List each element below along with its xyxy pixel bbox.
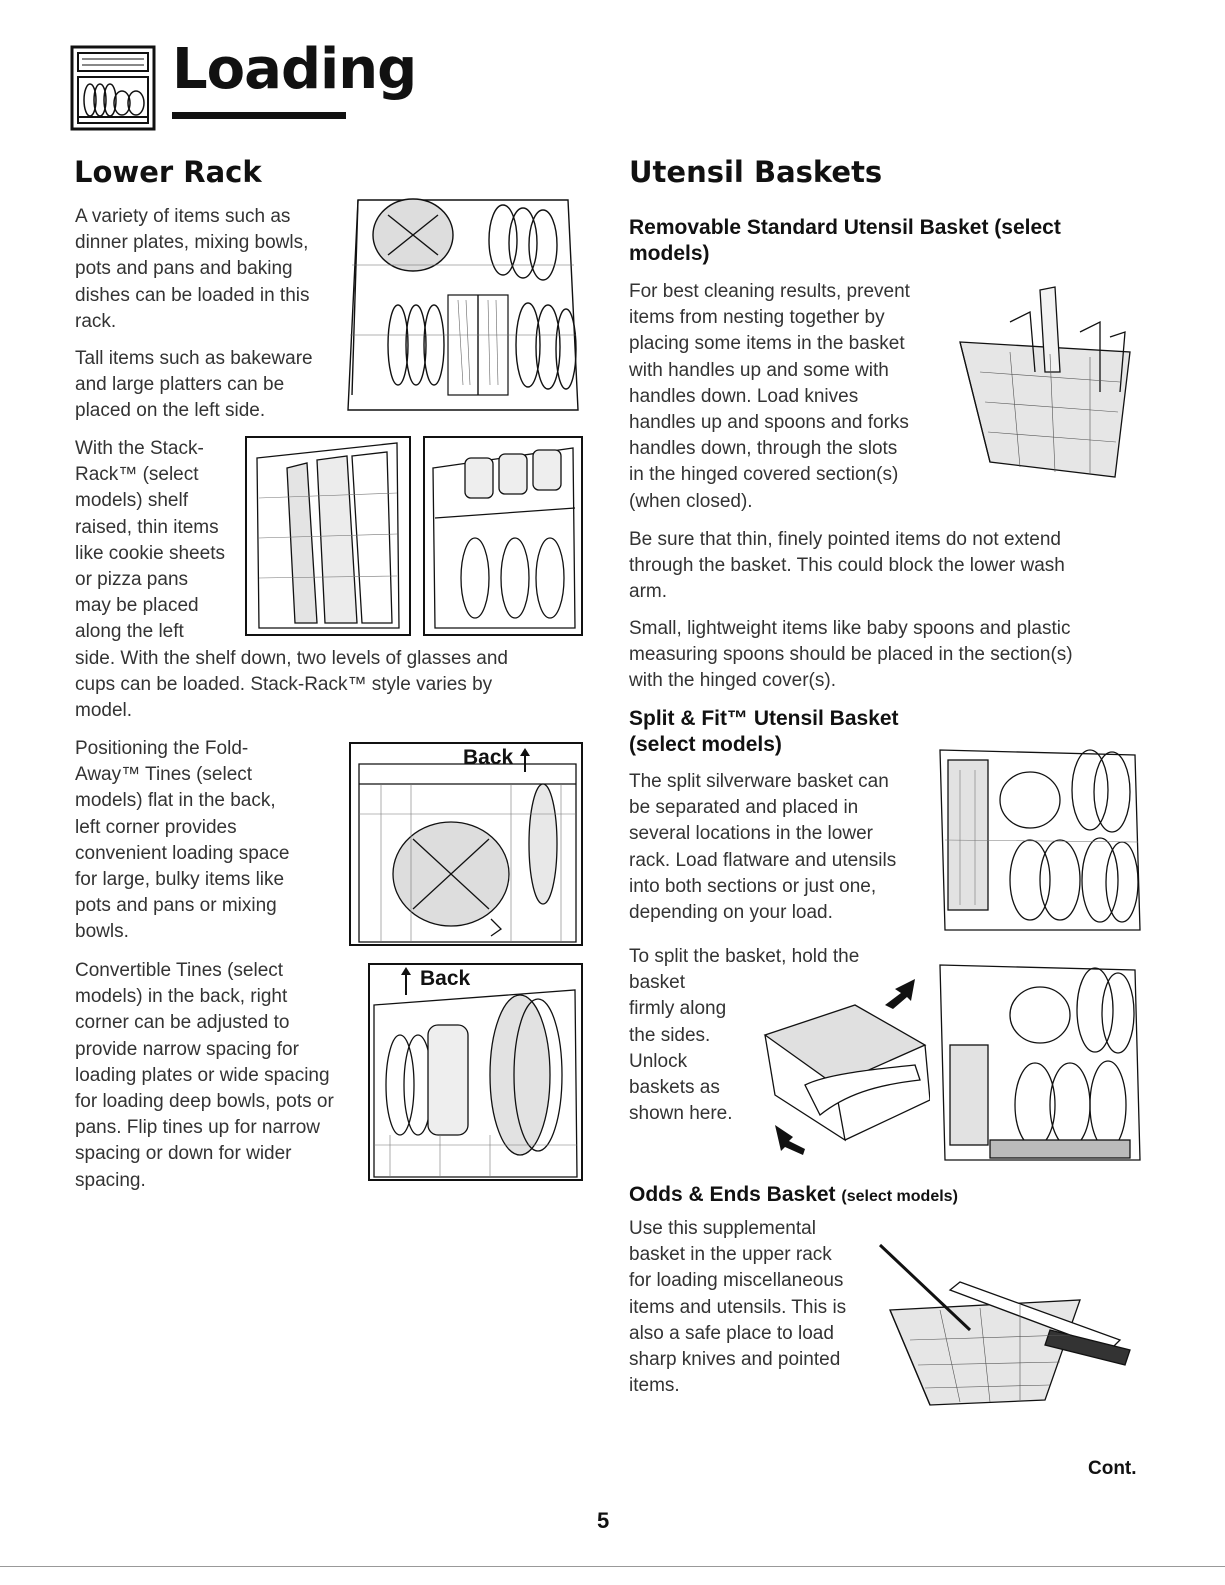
back-label: Back: [420, 967, 471, 990]
page-title: Loading: [172, 37, 417, 102]
continued-label: Cont.: [1088, 1458, 1137, 1479]
utensil-baskets-heading: Utensil Baskets: [629, 155, 883, 189]
page-number: 5: [597, 1508, 610, 1533]
arrow-up-icon: [519, 748, 531, 772]
lower-rack-illustration: [338, 185, 586, 413]
thin-items-para: Be sure that thin, finely pointed items do not extend through the basket. This could block the lower wash arm.: [629, 529, 1065, 603]
split-basket-instructions: To split the basket, hold the basket firmly along the sides. Unlock baskets as shown here.: [629, 946, 860, 1125]
bottom-divider: [0, 1566, 1225, 1567]
stack-rack-lowered-illustration: [423, 436, 583, 636]
standard-basket-subheading: Removable Standard Utensil Basket (select models): [629, 216, 1061, 265]
small-items-para: Small, lightweight items like baby spoons and plastic measuring spoons should be placed in the section(s) with the hinged cover(s).: [629, 618, 1073, 692]
convertible-tines-para: Convertible Tines (select models) in the back, right corner can be adjusted to provide narrow spacing for loading plates or wide spacing for loading deep bowls, pots or pans. Flip tines up for narrow spacing or down for wider spacing.: [75, 960, 334, 1191]
odds-ends-basket-illustration: [870, 1240, 1140, 1410]
split-basket-in-rack-illustration: [930, 730, 1142, 935]
standard-utensil-basket-illustration: [950, 282, 1140, 482]
stack-rack-raised-illustration: [245, 436, 411, 636]
split-fit-basket-para: The split silverware basket can be separated and placed in several locations in the lower rack. Load flatware and utensils into both sections or just one, depending on your load.: [629, 771, 897, 924]
split-basket-separated-illustration: [930, 945, 1142, 1167]
fold-away-tines-illustration: [349, 742, 583, 946]
standard-basket-para: For best cleaning results, prevent items from nesting together by placing some items in the basket with handles up and some with handles down. Load knives handles up and spoons and forks handles down, through the slots in the hinged covered section(s) (when closed).: [629, 281, 910, 512]
stack-rack-para-continued: side. With the shelf down, two levels of glasses and cups can be loaded. Stack-Rack™ style varies by model.: [75, 648, 509, 722]
split-fit-basket-subheading: Split & Fit™ Utensil Basket (select models): [629, 707, 899, 756]
lower-rack-heading: Lower Rack: [74, 155, 262, 189]
fold-away-tines-para: Positioning the Fold- Away™ Tines (select models) flat in the back, left corner provides convenient loading space for large, bulky items like pots and pans or mixing bowls.: [75, 738, 290, 943]
title-underline: [172, 112, 346, 119]
split-basket-hands-illustration: [745, 975, 945, 1155]
odds-ends-basket-subheading: Odds & Ends Basket (select models): [629, 1183, 958, 1206]
convertible-tines-illustration: [368, 963, 583, 1181]
arrow-up-icon: [400, 967, 412, 995]
lower-rack-para-2: Tall items such as bakeware and large platters can be placed on the left side.: [75, 348, 313, 422]
lower-rack-para-1: A variety of items such as dinner plates, mixing bowls, pots and pans and baking dishes can be loaded in this rack.: [75, 206, 310, 332]
odds-ends-basket-para: Use this supplemental basket in the upper rack for loading miscellaneous items and utensils. This is also a safe place to load sharp knives and pointed items.: [629, 1218, 847, 1397]
stack-rack-para: With the Stack- Rack™ (select models) shelf raised, thin items like cookie sheets or pizza pans may be placed along the left: [75, 438, 225, 643]
back-label: Back: [463, 746, 514, 769]
arrow-icon: [885, 979, 915, 1009]
dishwasher-icon: [70, 45, 156, 131]
